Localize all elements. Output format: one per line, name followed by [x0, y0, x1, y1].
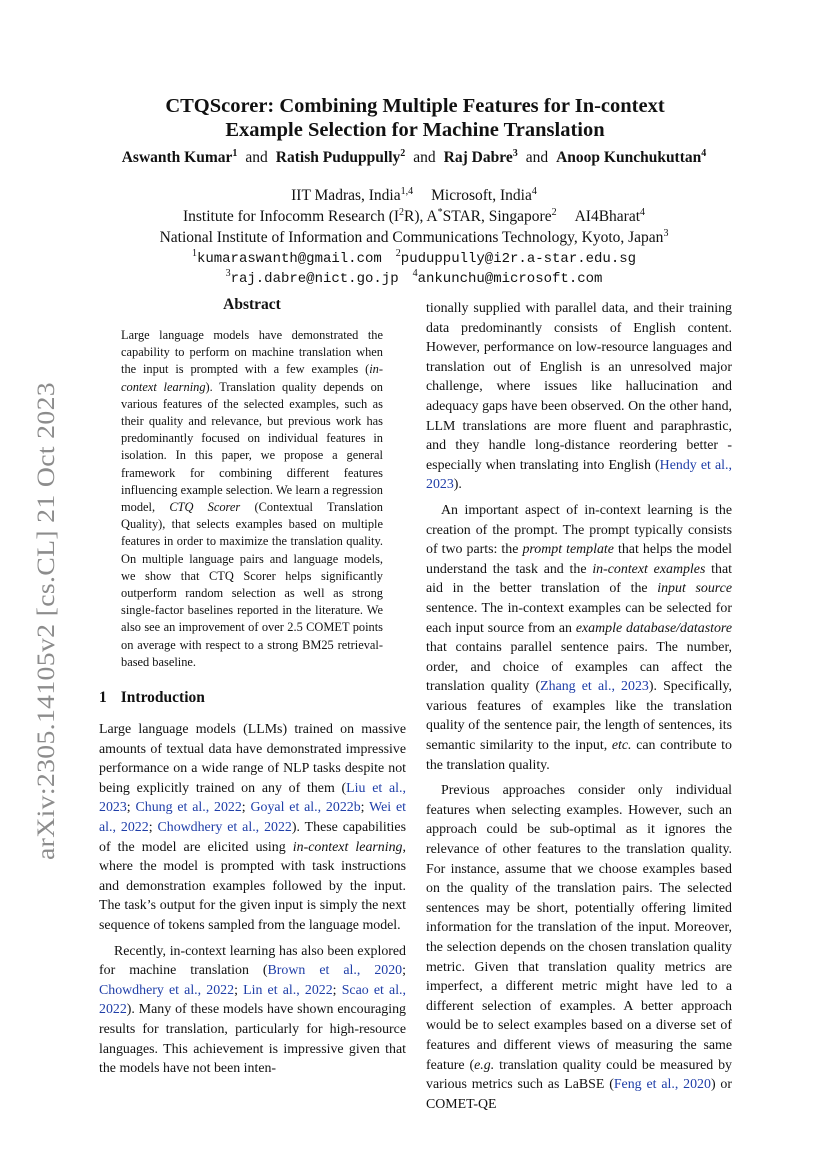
paragraph: An important aspect of in-context learning is the creation of the prompt. The prompt typically consists of two parts: the prompt template that helps the model understand the task and the in-context examples that aid in the better translation of the input source sentence. The in-context examples can be selected for each input source from an example database/datastore that contains parallel sentence pairs. The number, order, and choice of examples can affect the translation quality (Zhang et al., 2023). Specifically, various features of examples like the translation quality of the sentence pair, the length of sentences, its semantic similarity to the input, etc. can contribute to the translation quality.	[426, 502, 732, 773]
author-list	[84, 148, 744, 168]
arxiv-stamp	[4, 380, 84, 860]
citation-link[interactable]: Scao et al., 2022	[99, 982, 407, 1018]
paragraph: tionally supplied with parallel data, and their training data predominantly consists of English content. However, performance on low-resource languages and translation out of English is an unresolved major challenge, where issues like hallucination and adequacy gaps have been observed. On the other hand, LLM translations are more fluent and paraphrastic, and they handle long-distance reordering better - especially when translating into English (Hendy et al., 2023).	[426, 301, 732, 493]
left-column	[99, 720, 406, 1079]
email-3[interactable]: raj.dabre@nict.go.jp	[230, 271, 399, 287]
title-line-2: Example Selection for Machine Translation	[225, 119, 605, 141]
author-1: Aswanth Kumar$^1$	[121, 148, 238, 166]
author-4: Anoop Kunchukuttan$^4$	[556, 148, 707, 166]
arxiv-stamp-svg	[4, 380, 84, 860]
title-line-1: CTQScorer: Combining Multiple Features for In-context	[165, 95, 665, 117]
abstract-heading: Abstract	[223, 296, 281, 313]
paragraph: Previous approaches consider only individual features when selecting examples. However, such an approach could be sub-optimal as it ignores the relevance of other features to the translation quality. For instance, assume that we choose examples based on the quality of the translation pairs. The selected sentences may be short, potentially offering limited information for the translation of the input. Moreover, the selection depends on the chosen translation quality metric. Given that translation quality metrics are imperfect, a different metric might have led to a different selection of examples. A better approach would be to select examples based on a diverse set of features and different views of measuring the same feature (e.g. translation quality could be measured by various metrics such as LaBSE (Feng et al., 2020) or COMET-QE	[426, 783, 733, 1112]
and-word: and	[413, 149, 436, 166]
author-3: Raj Dabre$^3$	[443, 148, 518, 166]
paragraph: Recently, in-context learning has also been explored for machine translation (Brown et al., 2020; Chowdhery et al., 2022; Lin et al., 2022; Scao et al., 2022). Many of these models have shown encouraging results for translation, particularly for high-resource languages. This achievement is impressive given that the models have not been inten-	[99, 943, 407, 1077]
abstract-body: Large language models have demonstrated the capability to perform on machine translation when the input is prompted with a few examples (in-context learning). Translation quality depends on various features of the selected examples, such as their quality and relevance, but previous work has predominantly focused on individual features in isolation. In this paper, we propose a general framework for combining different features influencing example selection. We learn a regression model, CTQ Scorer (Contextual Translation Quality), that selects examples based on multiple features in order to maximize the translation quality. On multiple language pairs and language models, we show that CTQ Scorer helps significantly outperform random selection as well as strong single-factor baselines reported in the literature. We also see an improvement of over 2.5 COMET points on average with respect to a strong BM25 retrieval-based baseline.	[121, 328, 383, 669]
citation-link[interactable]: Chowdhery et al., 2022	[157, 819, 292, 835]
email-2[interactable]: puduppully@i2r.a-star.edu.sg	[400, 251, 637, 267]
citation-link[interactable]: Wei et al., 2022	[99, 800, 406, 835]
and-word: and	[525, 149, 549, 166]
affiliation-line-2: Institute for Infocomm Research $(I^2R)$, A*STAR, Singapore$^2$ AI4Bharat$^4$	[182, 207, 646, 225]
section-heading: 1 Introduction	[99, 689, 205, 706]
email-line-2: $^3$raj.dabre@nict.go.jp $^4$ankunchu@microsoft.com	[225, 268, 603, 287]
email-4[interactable]: ankunchu@microsoft.com	[417, 271, 603, 287]
author-2: Ratish Puduppully$^2$	[275, 148, 406, 166]
citation-link[interactable]: Goyal et al., 2022b	[250, 800, 361, 816]
and-word: and	[245, 149, 268, 166]
affiliation-line-3: National Institute of Information and Communications Technology, Kyoto, Japan$^3$	[159, 228, 669, 246]
citation-link[interactable]: Brown et al., 2020	[267, 963, 403, 979]
paragraph: Large language models (LLMs) trained on massive amounts of textual data have demonstrated impressive performance on a wide range of NLP tasks despite not being explicitly trained on any of them (Liu et al., 2023; Chung et al., 2022; Goyal et al., 2022b; Wei et al., 2022; Chowdhery et al., 2022). These capabilities of the model are elicited using in-context learning, where the model is prompted with task instructions and demonstration examples followed by the input. The task’s output for the given input is simply the next sequence of tokens sampled from the language model.	[99, 722, 406, 933]
citation-link[interactable]: Lin et al., 2022	[243, 982, 333, 998]
citation-link[interactable]: Liu et al., 2023	[99, 780, 406, 816]
affiliation-line-1: IIT Madras, India$^{1,4}$ Microsoft, India$^4$	[291, 186, 537, 204]
citation-link[interactable]: Chowdhery et al., 2022	[99, 982, 235, 998]
citation-link[interactable]: Feng et al., 2020	[613, 1077, 711, 1093]
paper-title	[90, 94, 740, 142]
citation-link[interactable]: Chung et al., 2022	[135, 800, 242, 816]
citation-link[interactable]: Hendy et al., 2023	[426, 457, 732, 493]
arxiv-id: arXiv:2305.14105v2 [cs.CL] 21 Oct 2023	[33, 429, 60, 860]
email-1[interactable]: kumaraswanth@gmail.com	[196, 251, 382, 267]
email-line-1: $^1$kumaraswanth@gmail.com $^2$puduppully@i2r.a-star.edu.sg	[191, 248, 637, 267]
citation-link[interactable]: Zhang et al., 2023	[540, 679, 649, 695]
right-column	[426, 299, 732, 1114]
